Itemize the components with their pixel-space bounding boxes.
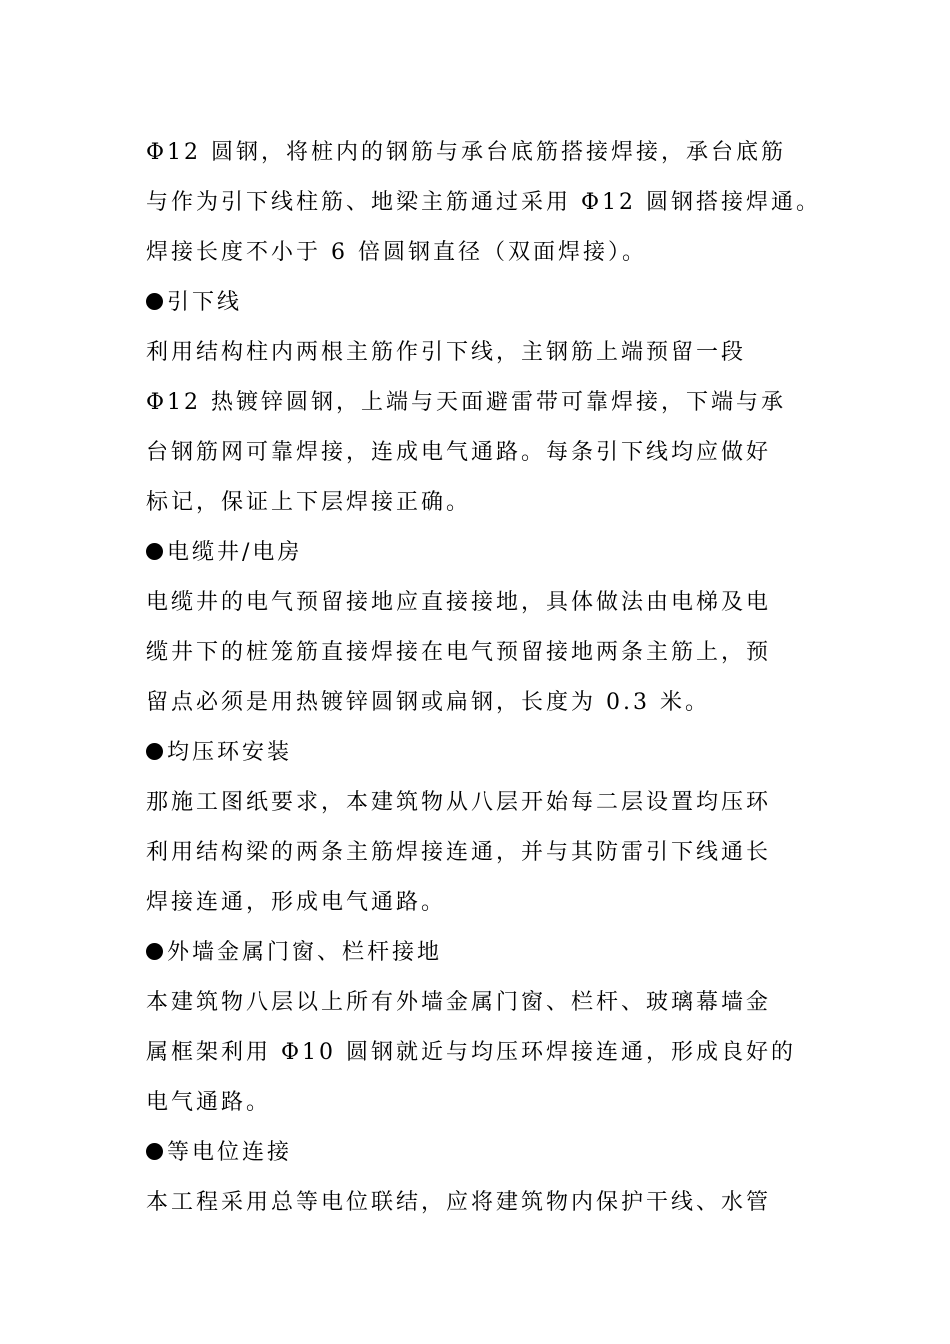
paragraph-line: Φ12 热镀锌圆钢，上端与天面避雷带可靠焊接，下端与承 [146,390,787,415]
paragraph-line: 属框架利用 Φ10 圆钢就近与均压环焊接连通，形成良好的 [146,1040,797,1065]
paragraph-line: 本工程采用总等电位联结，应将建筑物内保护干线、水管 [146,1190,772,1215]
paragraph-line: Φ12 圆钢，将桩内的钢筋与承台底筋搭接焊接，承台底筋 [146,140,787,165]
paragraph-line: 利用结构梁的两条主筋焊接连通，并与其防雷引下线通长 [146,840,772,865]
section-heading [146,728,836,778]
document-body [146,128,836,1228]
section-heading [146,1128,836,1178]
section-heading-text: 电缆井/电房 [167,540,303,565]
paragraph-line: 电气通路。 [146,1090,272,1115]
paragraph-line: 电缆井的电气预留接地应直接接地，具体做法由电梯及电 [146,590,772,615]
paragraph-line: 焊接长度不小于 6 倍圆钢直径（双面焊接）。 [146,240,647,265]
paragraph-line: 焊接连通，形成电气通路。 [146,890,447,915]
section-heading [146,278,836,328]
paragraph-line: 标记，保证上下层焊接正确。 [146,490,472,515]
bullet-icon [146,293,163,310]
paragraph-line: 那施工图纸要求，本建筑物从八层开始每二层设置均压环 [146,790,772,815]
section-heading-text: 外墙金属门窗、栏杆接地 [167,940,443,965]
bullet-icon [146,1143,163,1160]
paragraph-line: 台钢筋网可靠焊接，连成电气通路。每条引下线均应做好 [146,440,772,465]
paragraph-line: 利用结构柱内两根主筋作引下线，主钢筋上端预留一段 [146,340,747,365]
paragraph-line: 本建筑物八层以上所有外墙金属门窗、栏杆、玻璃幕墙金 [146,990,772,1015]
bullet-icon [146,943,163,960]
section-heading [146,528,836,578]
paragraph-line: 缆井下的桩笼筋直接焊接在电气预留接地两条主筋上，预 [146,640,772,665]
section-heading-text: 等电位连接 [167,1140,293,1165]
paragraph-line: 留点必须是用热镀锌圆钢或扁钢，长度为 0.3 米。 [146,690,710,715]
section-heading-text: 均压环安装 [167,740,293,765]
bullet-icon [146,743,163,760]
bullet-icon [146,543,163,560]
section-heading [146,928,836,978]
section-heading-text: 引下线 [167,290,243,315]
paragraph-line: 与作为引下线柱筋、地梁主筋通过采用 Φ12 圆钢搭接焊通。 [146,190,822,215]
